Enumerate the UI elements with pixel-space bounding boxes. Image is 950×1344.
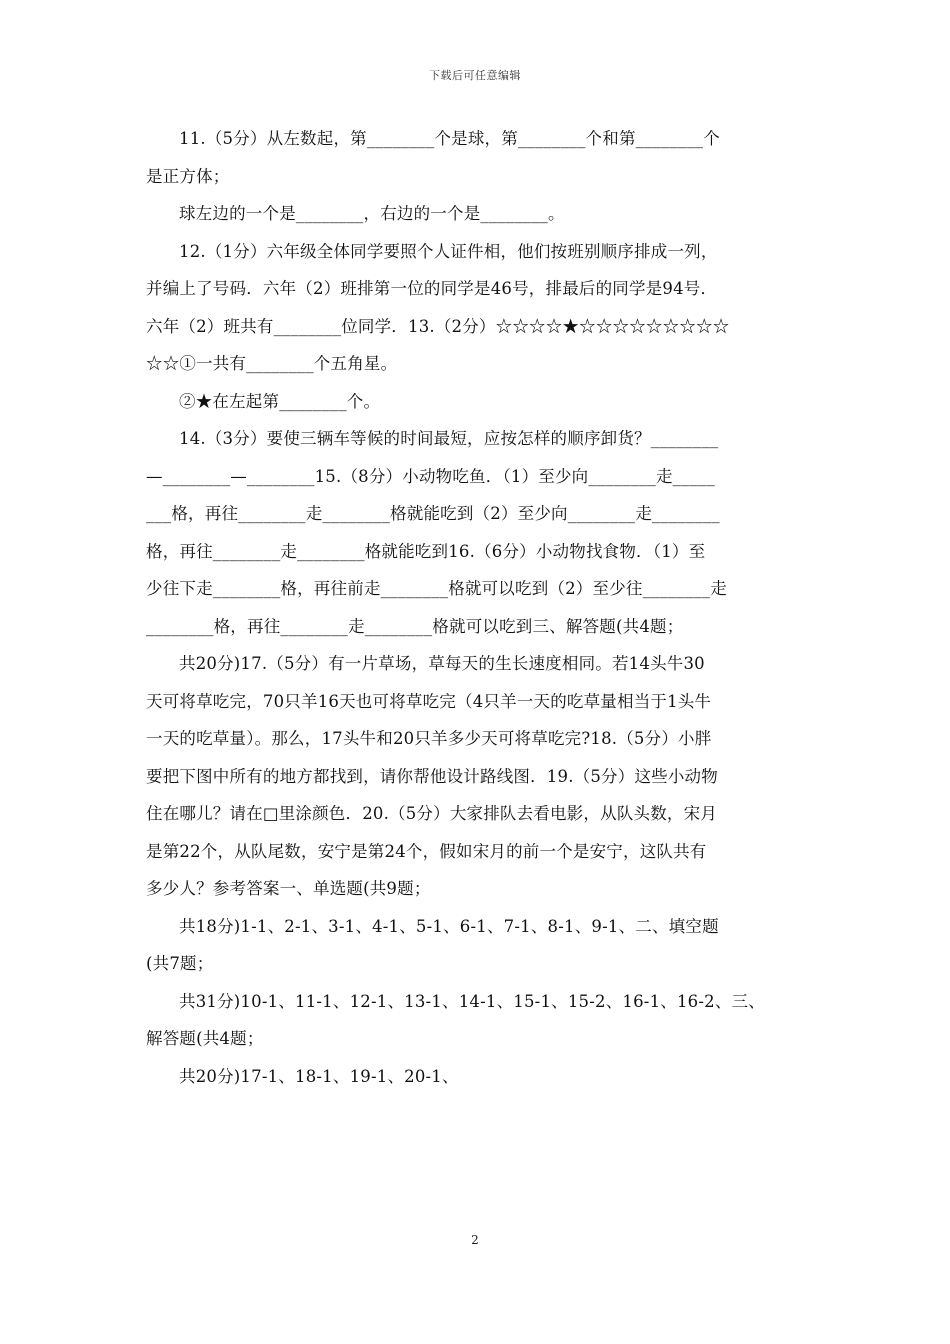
text-line: 天可将草吃完，70只羊16天也可将草吃完（4只羊一天的吃草量相当于1头牛 [146, 691, 712, 711]
text-line: 共20分)17-1、18-1、19-1、20-1、 [179, 1066, 459, 1086]
text-line: ☆☆①一共有________个五角星。 [146, 354, 398, 373]
document-body [146, 120, 808, 1095]
page-number: 2 [471, 1233, 479, 1247]
text-line: (共7题； [146, 954, 214, 973]
text-line: 解答题(共4题； [146, 1029, 264, 1048]
text-line: 共20分)17.（5分）有一片草场，草每天的生长速度相同。若14头牛30 [179, 654, 705, 673]
text-line: 12.（1分）六年级全体同学要照个人证件相，他们按班别顺序排成一列， [179, 241, 718, 261]
text-line: 14.（3分）要使三辆车等候的时间最短，应按怎样的顺序卸货？________ [179, 429, 719, 448]
text-line: 六年（2）班共有________位同学．13.（2分）☆☆☆☆★☆☆☆☆☆☆☆☆☆ [146, 316, 730, 336]
text-line: 共31分)10-1、11-1、12-1、13-1、14-1、15-1、15-2、16-1、16-2、三、 [179, 991, 765, 1011]
text-line: 11.（5分）从左数起，第________个是球，第________个和第________个 [179, 129, 720, 148]
text-line: ________格，再往________走________格就可以吃到三、解答题(共4题； [146, 616, 684, 636]
text-line: —________—________15.（8分）小动物吃鱼．（1）至少向________走_____ [146, 466, 715, 486]
text-line: ②★在左起第________个。 [179, 391, 381, 411]
text-line: 住在哪儿？请在□里涂颜色．20.（5分）大家排队去看电影，从队头数，宋月 [146, 804, 718, 823]
text-line: 并编上了号码．六年（2）班排第一位的同学是46号，排最后的同学是94号． [146, 279, 718, 298]
text-line: 要把下图中所有的地方都找到，请你帮他设计路线图．19.（5分）这些小动物 [146, 766, 718, 786]
text-line: 是正方体； [146, 166, 230, 186]
text-line: 一天的吃草量）。那么，17头牛和20只羊多少天可将草吃完?18.（5分）小胖 [146, 729, 712, 748]
text-line: 球左边的一个是________，右边的一个是________。 [179, 204, 565, 223]
text-line: 少往下走________格，再往前走________格就可以吃到（2）至少往________走 [146, 579, 727, 598]
text-line: 是第22个，从队尾数，安宁是第24个，假如宋月的前一个是安宁，这队共有 [146, 841, 707, 861]
text-line: 多少人？参考答案一、单选题(共9题； [146, 879, 431, 898]
page-header: 下载后可任意编辑 [429, 69, 521, 82]
text-line: 共18分)1-1、2-1、3-1、4-1、5-1、6-1、7-1、8-1、9-1、二、填空题 [179, 916, 719, 936]
text-line: 格，再往________走________格就能吃到16.（6分）小动物找食物．（1）至 [146, 541, 706, 561]
text-line: ___格，再往________走________格就能吃到（2）至少向________走________ [146, 504, 720, 523]
